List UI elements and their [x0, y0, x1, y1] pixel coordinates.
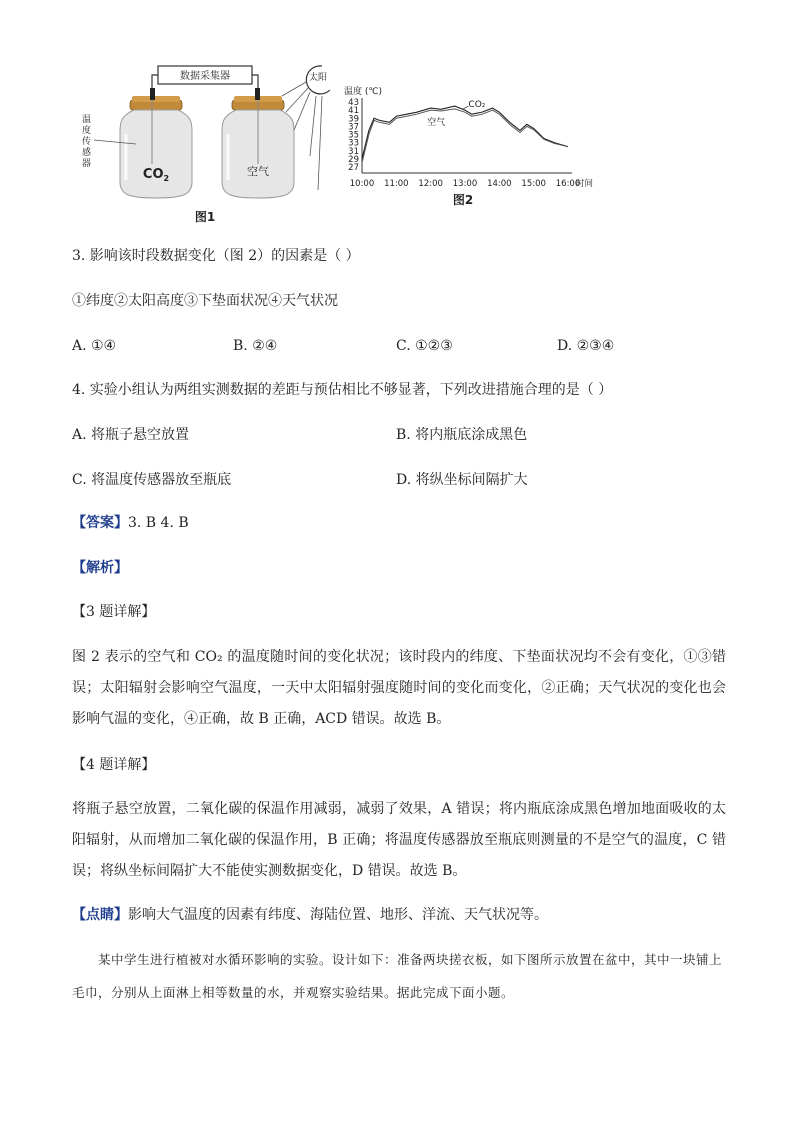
- q3-stem: 3. 影响该时段数据变化（图 2）的因素是（ ）: [72, 248, 360, 264]
- y-tick-label: 41: [348, 106, 359, 117]
- svg-text:感: 感: [82, 148, 92, 158]
- y-tick-label: 35: [348, 130, 359, 141]
- note-line: [72, 905, 548, 925]
- note-text: 影响大气温度的因素有纬度、海陆位置、地形、洋流、天气状况等。: [128, 907, 548, 923]
- x-tick-label: 10:00: [349, 179, 375, 189]
- detail3-tag: 【3 题详解】: [72, 604, 156, 620]
- q4-option-b[interactable]: B. 将内瓶底涂成黑色: [396, 427, 528, 443]
- q4-option-a[interactable]: A. 将瓶子悬空放置: [72, 427, 190, 443]
- q4-stem: 4. 实验小组认为两组实测数据的差距与预估相比不够显著，下列改进措施合理的是（ ）: [72, 382, 613, 398]
- fig1-caption: 图1: [194, 210, 216, 224]
- x-tick-label: 11:00: [384, 179, 409, 189]
- answer-line: [72, 513, 189, 533]
- jar-air-label: 空气: [247, 165, 269, 178]
- wire-left: [152, 75, 158, 88]
- data-collector-label: 数据采集器: [180, 71, 230, 82]
- q4-option-c[interactable]: C. 将温度传感器放至瓶底: [72, 472, 232, 488]
- y-tick-label: 37: [348, 122, 359, 133]
- analysis-tag: 【解析】: [72, 560, 128, 576]
- answer-text: 3. B 4. B: [128, 515, 189, 531]
- sun-label: 太阳: [308, 73, 328, 83]
- x-axis-label: 时间: [576, 179, 594, 189]
- q3-option-d[interactable]: D. ②③④: [557, 338, 615, 354]
- x-tick-label: 16:00: [555, 179, 581, 189]
- series-line-air: [362, 109, 568, 163]
- q3-factors: ①纬度②太阳高度③下垫面状况④天气状况: [72, 293, 338, 309]
- detail3-text: 图 2 表示的空气和 CO₂ 的温度随时间的变化状况；该时段内的纬度、下垫面状况均不会有变化，①③错误；太阳辐射会影响空气温度，一天中太阳辐射强度随时间的变化而变化，②正确；天气状况的变化也会影响气温的变化，④正确，故 B 正确，ACD 错误。故选 B。: [72, 649, 726, 727]
- y-tick-label: 43: [348, 98, 359, 108]
- x-tick-label: 13:00: [452, 179, 478, 189]
- answer-tag: 【答案】: [72, 515, 128, 531]
- next-intro: 某中学生进行植被对水循环影响的实验。设计如下：准备两块搓衣板，如下图所示放置在盆中，其中一块铺上毛巾，分别从上面淋上相等数量的水，并观察实验结果。据此完成下面小题。: [72, 952, 723, 1000]
- y-tick-label: 33: [348, 138, 359, 149]
- q4-option-d[interactable]: D. 将纵坐标间隔扩大: [396, 472, 528, 488]
- x-tick-label: 14:00: [487, 179, 512, 189]
- svg-text:器: 器: [82, 159, 92, 169]
- y-tick-label: 39: [348, 114, 359, 125]
- svg-text:温: 温: [82, 115, 92, 125]
- jar-air: [222, 88, 294, 198]
- svg-text:度: 度: [82, 126, 92, 136]
- fig2-caption: 图2: [452, 193, 474, 207]
- jar-co2-label: $CO_2$: [142, 167, 170, 183]
- y-axis-label: 温度 (℃): [344, 87, 382, 97]
- x-tick-label: 12:00: [418, 179, 443, 189]
- wire-right: [252, 75, 258, 88]
- q3-option-c[interactable]: C. ①②③: [396, 338, 453, 354]
- x-tick-label: 15:00: [521, 179, 546, 189]
- note-tag: 【点睛】: [72, 907, 128, 923]
- svg-text:传: 传: [82, 137, 92, 147]
- temperature-chart: [344, 85, 593, 189]
- series-label-co2: CO₂: [468, 99, 486, 110]
- experiment-figure: [60, 52, 620, 232]
- sensor-label: [82, 114, 91, 169]
- q3-option-a[interactable]: A. ①④: [72, 338, 117, 354]
- q3-option-b[interactable]: B. ②④: [233, 338, 278, 354]
- series-label-air: 空气: [427, 118, 446, 129]
- y-tick-label: 31: [348, 146, 359, 157]
- y-tick-label: 27: [348, 163, 359, 173]
- detail4-text: 将瓶子悬空放置，二氧化碳的保温作用减弱，减弱了效果，A 错误；将内瓶底涂成黑色增加地面吸收的太阳辐射，从而增加二氧化碳的保温作用，B 正确；将温度传感器放至瓶底则测量的不是空气的温度，C 错误；将纵坐标间隔扩大不能使实测数据变化，D 错误。故选 B。: [72, 801, 726, 879]
- y-tick-label: 29: [348, 154, 359, 165]
- detail4-tag: 【4 题详解】: [72, 757, 156, 773]
